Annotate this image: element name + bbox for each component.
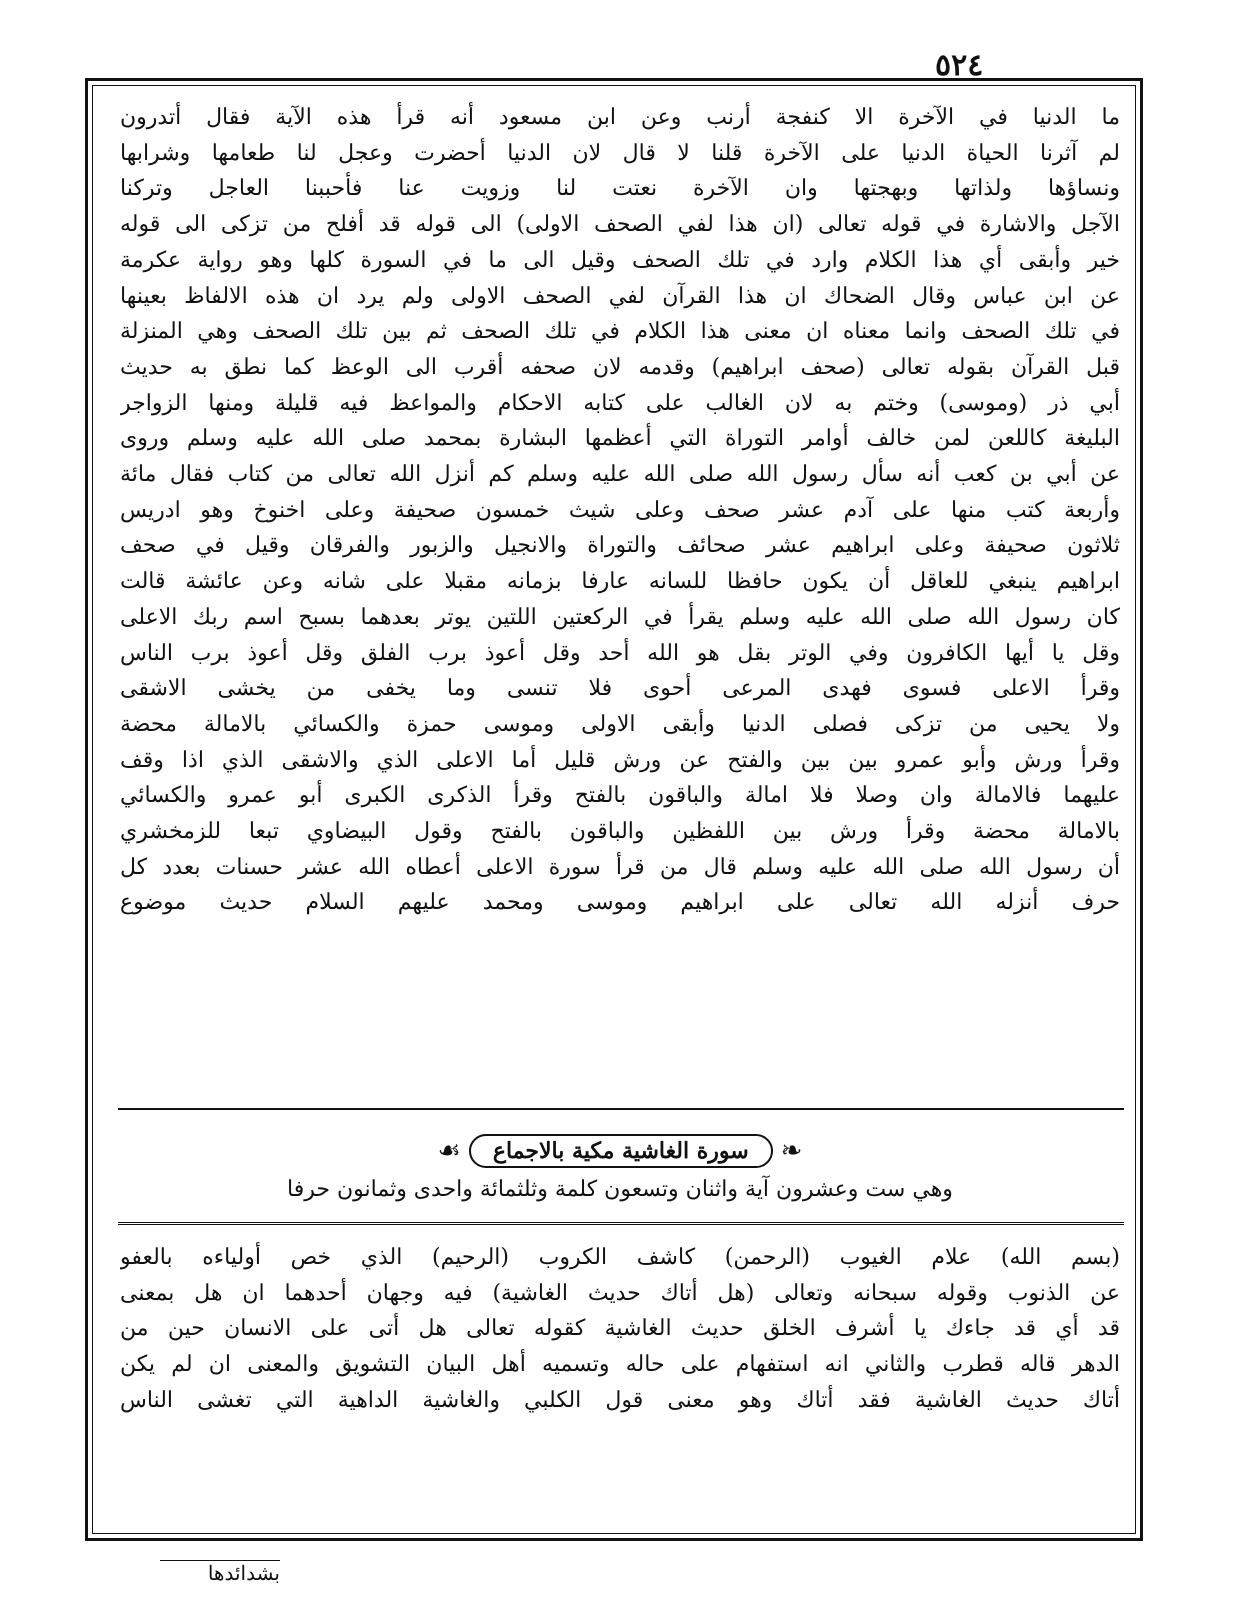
text-line: خير وأبقى أي هذا الكلام وارد في تلك الصحف وقيل الى ما في السورة كلها وهو رواية عكرمة <box>120 247 1120 273</box>
text-line: (بسم الله) علام الغيوب (الرحمن) كاشف الكروب (الرحيم) الذي خص أولياءه بالعفو <box>120 1245 1120 1270</box>
text-line: الدهر قاله قطرب والثاني انه استفهام على حاله وتسميه أهل البيان التشويق والمعنى ان لم يكن <box>120 1352 1120 1378</box>
text-line: ثلاثون صحيفة وعلى ابراهيم عشر صحائف والتوراة والانجيل والزبور والفرقان وقيل في صحف <box>120 533 1120 559</box>
surah-title-cartouche <box>420 1130 820 1172</box>
text-line: بالامالة محضة وقرأ ورش بين اللفظين والباقون بالفتح وقول البيضاوي تبعا للزمخشري <box>120 819 1120 845</box>
text-line: أبي ذر (وموسى) وختم به لان الغالب على كتابه الاحكام والمواعظ فيه قليلة ومنها الزواجر <box>120 390 1120 416</box>
text-line: عن الذنوب وقوله سبحانه وتعالى (هل أتاك حديث الغاشية) فيه وجهان أحدهما ان هل بمعنى <box>120 1280 1120 1306</box>
text-line: ما الدنيا في الآخرة الا كنفجة أرنب وعن ابن مسعود أنه قرأ هذه الآية فقال أتدرون <box>120 105 1120 130</box>
text-line: في تلك الصحف وانما معناه ان معنى هذا الكلام في تلك الصحف ثم بين تلك الصحف وهي المنزلة <box>120 319 1120 345</box>
text-line: وقل يا أيها الكافرون وفي الوتر بقل هو الله أحد وقل أعوذ برب الفلق وقل أعوذ برب الناس <box>120 640 1120 666</box>
section-divider-bottom <box>118 1222 1124 1225</box>
section-divider-top <box>118 1108 1124 1110</box>
text-line: وقرأ الاعلى فسوى فهدى المرعى أحوى فلا تنسى وما يخفى من يخشى الاشقى <box>120 676 1120 702</box>
surah-title: سورة الغاشية مكية بالاجماع <box>469 1134 773 1168</box>
ornament-icon: ☙ <box>437 1136 461 1166</box>
text-line: لم آثرنا الحياة الدنيا على الآخرة قلنا لا قال لان الدنيا أحضرت وعجل لنا طعامها وشرابها <box>120 140 1120 166</box>
text-line: أتاك حديث الغاشية فقد أتاك وهو معنى قول الكلبي والغاشية الداهية التي تغشى الناس <box>120 1387 1120 1413</box>
ornament-icon: ❧ <box>780 1136 803 1166</box>
text-line: ابراهيم ينبغي للعاقل أن يكون حافظا للسانه عارفا بزمانه مقبلا على شانه وعن عائشة قالت <box>120 569 1120 595</box>
text-line: حرف أنزله الله تعالى على ابراهيم وموسى ومحمد عليهم السلام حديث موضوع <box>120 890 1120 916</box>
text-line: كان رسول الله صلى الله عليه وسلم يقرأ في الركعتين اللتين يوتر بعدهما بسبح اسم ربك الاعلى <box>120 604 1120 630</box>
page-number: ٥٢٤ <box>935 48 984 83</box>
text-line: قبل القرآن بقوله تعالى (صحف ابراهيم) وقدمه لان صحفه أقرب الى الوعظ كما نطق به حديث <box>120 354 1120 380</box>
text-line: أن رسول الله صلى الله عليه وسلم قال من قرأ سورة الاعلى أعطاه الله عشر حسنات بعدد كل <box>120 854 1120 880</box>
text-line: قد أي قد جاءك يا أشرف الخلق حديث الغاشية كقوله تعالى هل أتى على الانسان حين من <box>120 1316 1120 1342</box>
text-line: عليهما فالامالة وان وصلا فلا امالة والباقون بالفتح وقرأ الذكرى الكبرى أبو عمرو والكسائي <box>120 783 1120 809</box>
text-line: البليغة كاللعن لمن خالف أوامر التوراة التي أعظمها البشارة بمحمد صلى الله عليه وسلم وروى <box>120 426 1120 452</box>
catchword: بشدائدها <box>160 1560 280 1585</box>
text-line: الآجل والاشارة في قوله تعالى (ان هذا لفي الصحف الاولى) الى قوله قد أفلح من تزكى الى قوله <box>120 212 1120 238</box>
text-line: عن ابن عباس وقال الضحاك ان هذا القرآن لفي الصحف الاولى ولم يرد ان هذه الالفاظ بعينها <box>120 283 1120 309</box>
text-line: وقرأ ورش وأبو عمرو بين بين والفتح عن ورش قليل أما الاعلى الذي والاشقى الذي اذا وقف <box>120 747 1120 773</box>
surah-subtitle: وهي ست وعشرون آية واثنان وتسعون كلمة وثلثمائة واحدى وثمانون حرفا <box>287 1177 953 1202</box>
text-line: ولا يحيى من تزكى فصلى الدنيا وأبقى الاولى وموسى حمزة والكسائي بالامالة محضة <box>120 711 1120 737</box>
text-line: عن أبي بن كعب أنه سأل رسول الله صلى الله عليه وسلم كم أنزل الله تعالى من كتاب فقال مائة <box>120 462 1120 488</box>
text-line: ونساؤها ولذاتها وبهجتها وان الآخرة نعتت لنا وزويت عنا فأحببنا العاجل وتركنا <box>120 176 1120 202</box>
upper-text-block <box>120 100 1120 921</box>
lower-text-block <box>120 1240 1120 1419</box>
text-line: وأربعة كتب منها على آدم عشر صحف وعلى شيث خمسون صحيفة وعلى اخنوخ وهو ادريس <box>120 497 1120 523</box>
